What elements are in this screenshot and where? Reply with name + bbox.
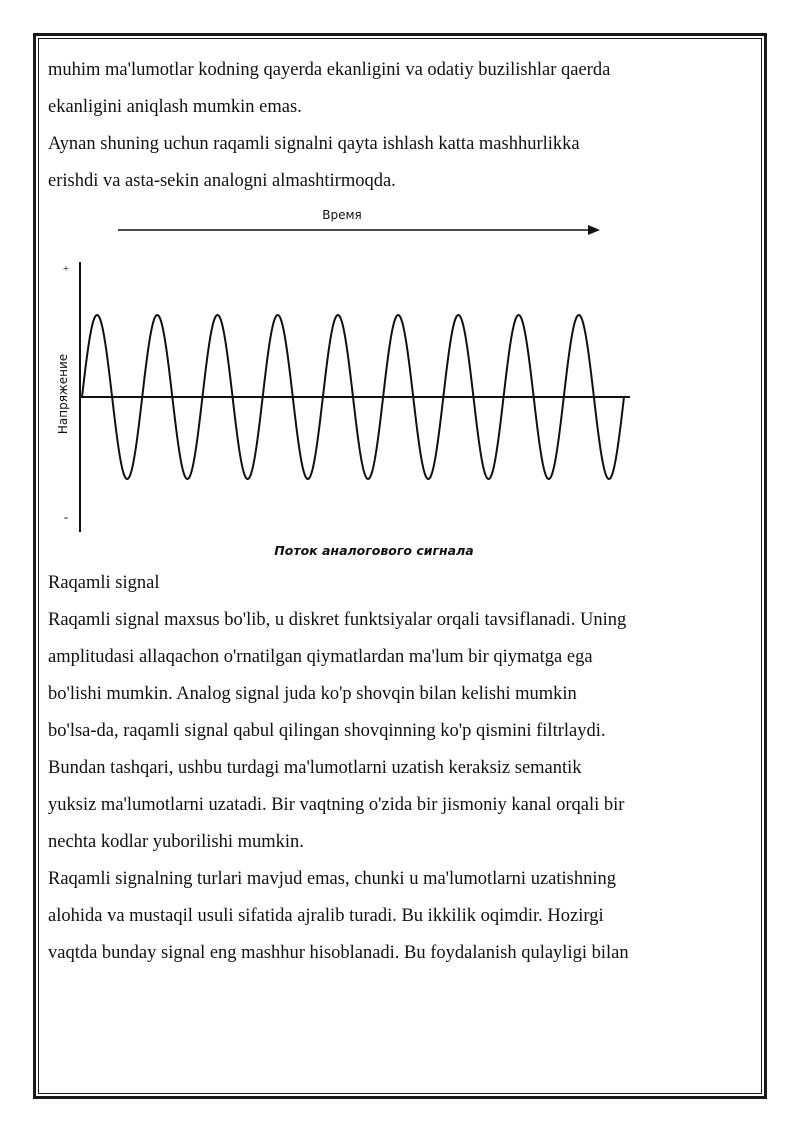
intro-line: erishdi va asta-sekin analogni almashtirmoqda. (48, 171, 396, 191)
analog-signal-diagram (52, 204, 672, 559)
minus-mark: - (63, 509, 69, 524)
body-line: Bundan tashqari, ushbu turdagi ma'lumotlarni uzatish keraksiz semantik (48, 758, 582, 778)
figure-caption: Поток аналогового сигнала (274, 543, 474, 558)
voltage-label: Напряжение (56, 353, 70, 435)
intro-line: Aynan shuning uchun raqamli signalni qayta ishlash katta mashhurlikka (48, 134, 580, 154)
body-line: bo'lishi mumkin. Analog signal juda ko'p shovqin bilan kelishi mumkin (48, 684, 577, 704)
body-line: bo'lsa-da, raqamli signal qabul qilingan shovqinning ko'p qismini filtrlaydi. (48, 721, 606, 741)
body-line: vaqtda bunday signal eng mashhur hisoblanadi. Bu foydalanish qulayligi bilan (48, 943, 629, 963)
body-line: alohida va mustaqil usuli sifatida ajralib turadi. Bu ikkilik oqimdir. Hozirgi (48, 906, 604, 926)
plus-mark: + (62, 263, 70, 275)
section-heading: Raqamli signal (48, 573, 160, 593)
body-line: Raqamli signalning turlari mavjud emas, chunki u ma'lumotlarni uzatishning (48, 869, 616, 889)
body-line: yuksiz ma'lumotlarni uzatadi. Bir vaqtning o'zida bir jismoniy kanal orqali bir (48, 795, 625, 815)
body-line: nechta kodlar yuborilishi mumkin. (48, 832, 304, 852)
time-arrow-head (588, 225, 600, 235)
page-content (48, 52, 748, 972)
time-label: Время (322, 208, 362, 222)
analog-signal-figure (52, 204, 672, 559)
body-line: Raqamli signal maxsus bo'lib, u diskret funktsiyalar orqali tavsiflanadi. Uning (48, 610, 627, 630)
body-line: amplitudasi allaqachon o'rnatilgan qiymatlardan ma'lum bir qiymatga ega (48, 647, 593, 667)
intro-line: ekanligini aniqlash mumkin emas. (48, 97, 302, 117)
intro-line: muhim ma'lumotlar kodning qayerda ekanligini va odatiy buzilishlar qaerda (48, 60, 611, 80)
